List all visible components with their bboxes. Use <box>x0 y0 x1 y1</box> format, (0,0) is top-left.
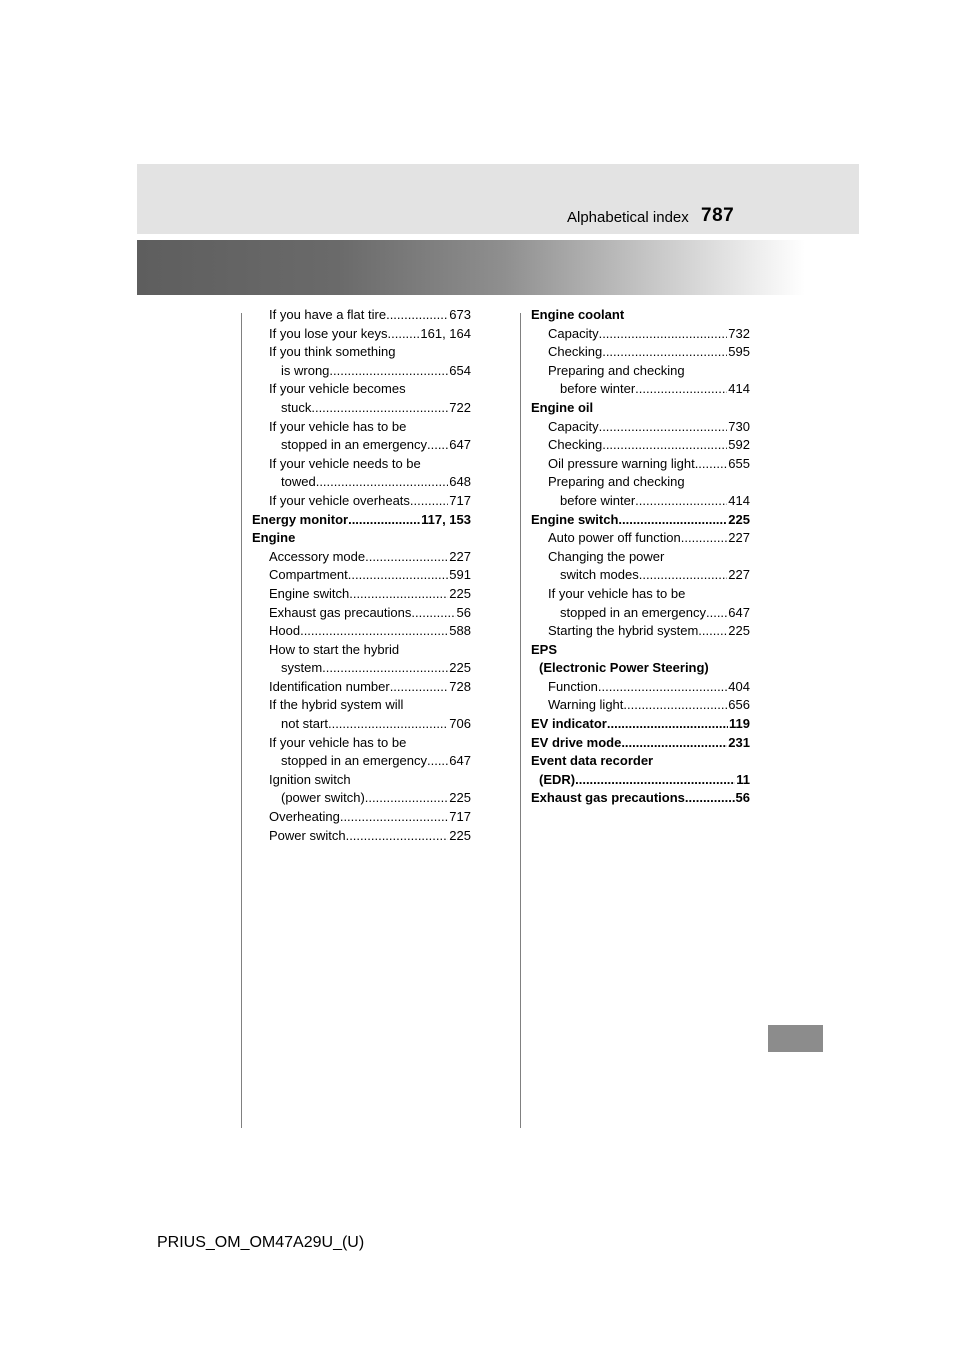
entry-term: Preparing and checking <box>548 362 685 378</box>
index-entry <box>252 659 471 678</box>
dot-leader <box>410 492 448 511</box>
index-entry <box>531 473 750 492</box>
entry-page-ref: 588 <box>449 623 471 639</box>
dot-leader <box>681 529 728 548</box>
index-entry <box>531 641 750 660</box>
entry-term: Oil pressure warning light <box>548 455 695 471</box>
entry-page-ref: 706 <box>449 716 471 732</box>
index-entry <box>252 696 471 715</box>
dot-leader <box>311 399 448 418</box>
index-entry <box>252 585 471 604</box>
dot-leader <box>575 771 735 790</box>
entry-term: Accessory mode <box>269 548 366 564</box>
index-entry <box>531 325 750 344</box>
index-entry <box>252 604 471 623</box>
index-entry <box>252 436 471 455</box>
dot-leader <box>598 678 727 697</box>
entry-term: stopped in an emergency <box>560 604 706 620</box>
dot-leader <box>602 436 727 455</box>
index-entry <box>252 325 471 344</box>
entry-page-ref: 595 <box>728 344 750 360</box>
entry-term: EV indicator <box>531 716 607 732</box>
index-entry <box>531 548 750 567</box>
dot-leader <box>706 604 727 623</box>
dot-leader <box>635 380 727 399</box>
index-entry <box>252 418 471 437</box>
entry-page-ref: 227 <box>449 548 471 564</box>
entry-term: If your vehicle has to be <box>269 418 407 434</box>
entry-term: towed <box>281 474 316 490</box>
index-entry <box>252 548 471 567</box>
dot-leader <box>365 789 449 808</box>
entry-term: Event data recorder <box>531 753 654 769</box>
entry-term: not start <box>281 716 328 732</box>
dot-leader <box>623 696 727 715</box>
dot-leader <box>685 789 735 808</box>
index-entry <box>531 678 750 697</box>
entry-term: Power switch <box>269 827 346 843</box>
entry-term: Checking <box>548 344 603 360</box>
index-entry <box>531 715 750 734</box>
dot-leader <box>348 566 449 585</box>
dot-leader <box>618 511 727 530</box>
entry-page-ref: 161, 164 <box>420 325 471 341</box>
dot-leader <box>427 752 448 771</box>
entry-term: If your vehicle becomes <box>269 381 406 397</box>
section-thumb-tab <box>768 1025 823 1052</box>
index-entry <box>531 585 750 604</box>
dot-leader <box>427 436 448 455</box>
index-entry <box>531 752 750 771</box>
entry-term: Changing the power <box>548 548 665 564</box>
dot-leader <box>328 715 448 734</box>
index-entry <box>531 306 750 325</box>
index-entry <box>252 455 471 474</box>
entry-page-ref: 591 <box>449 567 471 583</box>
entry-page-ref: 56 <box>735 790 750 806</box>
entry-page-ref: 225 <box>449 585 471 601</box>
entry-page-ref: 11 <box>736 771 750 787</box>
index-entry <box>252 808 471 827</box>
dot-leader <box>698 622 727 641</box>
index-entry <box>531 455 750 474</box>
entry-term: Preparing and checking <box>548 474 685 490</box>
index-entry <box>252 715 471 734</box>
dot-leader <box>639 566 728 585</box>
entry-page-ref: 225 <box>449 660 471 676</box>
entry-term: Compartment <box>269 567 348 583</box>
dot-leader <box>388 325 420 344</box>
entry-term: Starting the hybrid system <box>548 623 699 639</box>
entry-page-ref: 647 <box>449 437 471 453</box>
entry-term: Identification number <box>269 678 390 694</box>
entry-term: switch modes <box>560 567 639 583</box>
column-rule-left <box>241 313 242 1128</box>
page-number: 787 <box>701 205 735 226</box>
dot-leader <box>602 343 727 362</box>
entry-page-ref: 732 <box>728 325 750 341</box>
entry-page-ref: 414 <box>728 492 750 508</box>
index-entry <box>531 399 750 418</box>
entry-term: Hood <box>269 623 301 639</box>
dot-leader <box>607 715 728 734</box>
entry-term: Auto power off function <box>548 530 681 546</box>
entry-page-ref: 117, 153 <box>421 511 471 527</box>
dot-leader <box>390 678 449 697</box>
index-entry <box>252 641 471 660</box>
entry-term: stopped in an emergency <box>281 437 427 453</box>
index-entry <box>252 306 471 325</box>
index-entry <box>252 399 471 418</box>
entry-page-ref: 225 <box>728 511 750 527</box>
index-entry <box>531 771 750 790</box>
index-entry <box>531 511 750 530</box>
index-entry <box>531 380 750 399</box>
entry-term: Ignition switch <box>269 771 351 787</box>
entry-term: Exhaust gas precautions <box>269 604 412 620</box>
index-entry <box>252 771 471 790</box>
entry-term: If your vehicle has to be <box>548 585 686 601</box>
index-entry <box>252 678 471 697</box>
entry-page-ref: 225 <box>728 623 750 639</box>
index-entry <box>531 492 750 511</box>
entry-page-ref: 717 <box>449 809 471 825</box>
entry-term: Capacity <box>548 325 599 341</box>
dot-leader <box>346 827 449 846</box>
entry-term: Function <box>548 678 598 694</box>
entry-page-ref: 730 <box>728 418 750 434</box>
index-entry <box>531 734 750 753</box>
entry-page-ref: 119 <box>729 716 750 732</box>
entry-term: Engine <box>252 530 296 546</box>
entry-page-ref: 655 <box>728 455 750 471</box>
entry-term: Checking <box>548 437 603 453</box>
index-entry <box>252 343 471 362</box>
header-band <box>137 164 859 234</box>
index-entry <box>252 529 471 548</box>
index-entry <box>531 418 750 437</box>
entry-term: Capacity <box>548 418 599 434</box>
entry-term: If your vehicle needs to be <box>269 455 421 471</box>
entry-term: Overheating <box>269 809 340 825</box>
entry-term: stopped in an emergency <box>281 753 427 769</box>
entry-term: before winter <box>560 381 636 397</box>
index-entry <box>252 362 471 381</box>
entry-term: system <box>281 660 323 676</box>
entry-term: is wrong <box>281 362 330 378</box>
entry-term: EPS <box>531 641 558 657</box>
dot-leader <box>599 325 728 344</box>
entry-term: Engine oil <box>531 399 594 415</box>
entry-page-ref: 673 <box>449 307 471 322</box>
entry-term: How to start the hybrid <box>269 641 400 657</box>
entry-page-ref: 592 <box>728 437 750 453</box>
dot-leader <box>322 659 448 678</box>
index-entry <box>531 622 750 641</box>
entry-term: If you have a flat tire <box>269 307 387 322</box>
entry-page-ref: 647 <box>449 753 471 769</box>
entry-term: (Electronic Power Steering) <box>539 660 709 676</box>
dot-leader <box>329 362 448 381</box>
dot-leader <box>348 511 420 530</box>
index-entry <box>531 566 750 585</box>
entry-page-ref: 648 <box>449 474 471 490</box>
index-entry <box>531 604 750 623</box>
dot-leader <box>386 306 448 325</box>
index-entry <box>531 659 750 678</box>
index-entry <box>252 380 471 399</box>
entry-page-ref: 225 <box>449 827 471 843</box>
index-entry <box>252 511 471 530</box>
entry-term: Engine coolant <box>531 307 625 322</box>
dot-leader <box>621 734 727 753</box>
dot-leader <box>695 455 728 474</box>
index-entry <box>531 529 750 548</box>
entry-term: If you think something <box>269 344 396 360</box>
dot-leader <box>340 808 448 827</box>
index-entry <box>252 827 471 846</box>
entry-term: If you lose your keys <box>269 325 388 341</box>
entry-term: Engine switch <box>531 511 619 527</box>
index-entry <box>252 566 471 585</box>
entry-page-ref: 717 <box>449 492 471 508</box>
entry-term: Engine switch <box>269 585 350 601</box>
index-column-right <box>531 306 750 808</box>
entry-page-ref: 647 <box>728 604 750 620</box>
section-title: Alphabetical index <box>567 209 689 226</box>
entry-term: If your vehicle overheats <box>269 492 410 508</box>
entry-term: Warning light <box>548 697 624 713</box>
dot-leader <box>599 418 728 437</box>
index-entry <box>531 362 750 381</box>
entry-term: EV drive mode <box>531 734 622 750</box>
entry-term: stuck <box>281 399 312 415</box>
dot-leader <box>349 585 448 604</box>
entry-page-ref: 656 <box>728 697 750 713</box>
index-entry <box>531 343 750 362</box>
entry-term: If your vehicle has to be <box>269 734 407 750</box>
entry-page-ref: 225 <box>449 790 471 806</box>
index-entry <box>252 752 471 771</box>
entry-page-ref: 654 <box>449 362 471 378</box>
entry-page-ref: 56 <box>456 604 471 620</box>
entry-term: (EDR) <box>539 771 576 787</box>
dot-leader <box>365 548 448 567</box>
entry-page-ref: 227 <box>728 530 750 546</box>
dot-leader <box>411 604 455 623</box>
index-column-left <box>252 306 471 845</box>
index-entry <box>252 492 471 511</box>
index-entry <box>252 622 471 641</box>
entry-term: Energy monitor <box>252 511 349 527</box>
index-entry <box>252 789 471 808</box>
entry-page-ref: 728 <box>449 678 471 694</box>
index-entry <box>531 789 750 808</box>
dot-leader <box>316 473 449 492</box>
entry-term: before winter <box>560 492 636 508</box>
dot-leader <box>300 622 448 641</box>
index-entry <box>531 436 750 455</box>
entry-term: Exhaust gas precautions <box>531 790 685 806</box>
column-rule-middle <box>520 313 521 1128</box>
index-entry <box>252 473 471 492</box>
dot-leader <box>635 492 727 511</box>
document-code: PRIUS_OM_OM47A29U_(U) <box>157 1234 365 1251</box>
index-entry <box>531 696 750 715</box>
entry-page-ref: 231 <box>728 734 750 750</box>
entry-page-ref: 414 <box>728 381 750 397</box>
entry-term: If the hybrid system will <box>269 697 404 713</box>
entry-page-ref: 722 <box>449 399 471 415</box>
entry-page-ref: 404 <box>728 678 750 694</box>
entry-term: (power switch) <box>281 790 365 806</box>
index-entry <box>252 734 471 753</box>
entry-page-ref: 227 <box>728 567 750 583</box>
decorative-gradient-bar <box>137 240 805 295</box>
